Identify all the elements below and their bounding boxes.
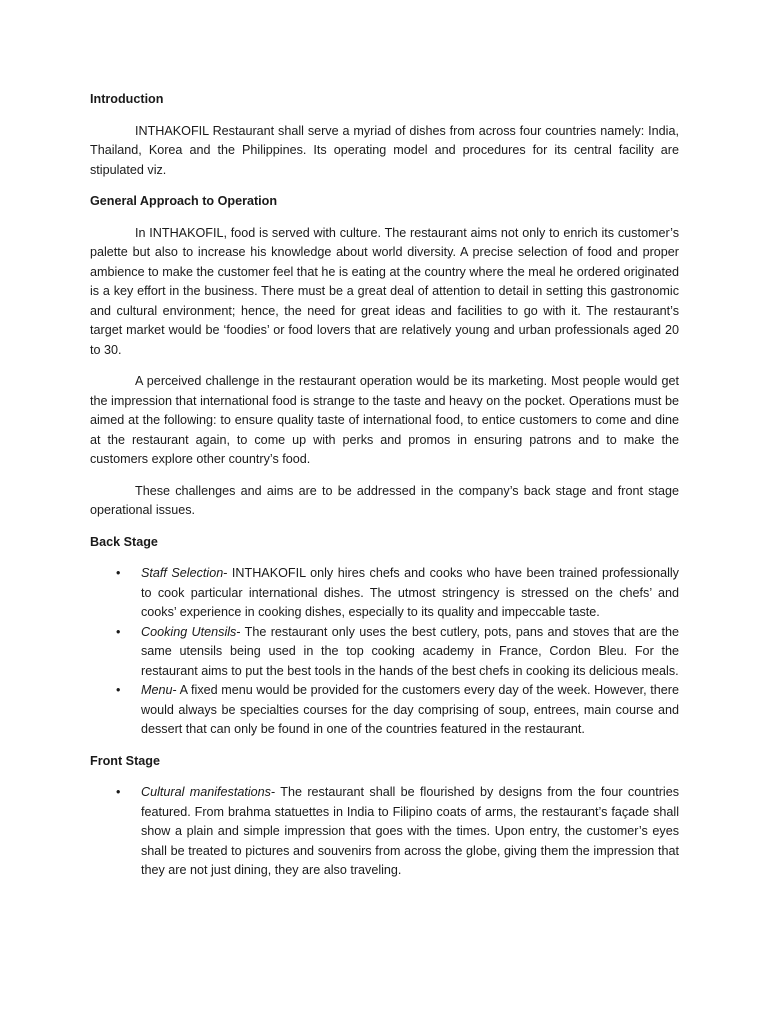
front-stage-heading: Front Stage (90, 753, 160, 768)
list-item-text: - The restaurant shall be flourished by designs from the four countries featured. From brahma statuettes in India to Filipino coats of arms, the restaurant’s façade shall show a plain and simple impression that goes with the times. Upon entry, the customer’s eyes shall be treated to pictures and souvenirs from across the globe, giving them the impression that they are not just dining, they are also traveling. (141, 785, 679, 877)
bullet-icon: • (116, 624, 121, 639)
list-item-text: - The restaurant only uses the best cutlery, pots, pans and stoves that are the same utensils being used in the top cooking academy in France, Cordon Bleu. For the restaurant aims to put the best tools in the hands of the best chefs in cooking its delicious meals. (141, 624, 680, 678)
bullet-icon: • (116, 566, 121, 580)
introduction-paragraph: INTHAKOFIL Restaurant shall serve a myriad of dishes from across four countries namely: India, Thailand, Korea and the Philippines. Its operating model and procedures for its central facility are stipulated viz. (90, 123, 679, 177)
list-item-term: Menu (141, 683, 173, 697)
general-approach-paragraph-3: These challenges and aims are to be addressed in the company’s back stage and front stage operational issues. (90, 483, 679, 517)
general-approach-paragraph-1: In INTHAKOFIL, food is served with culture. The restaurant aims not only to enrich its customer’s palette but also to increase his knowledge about world diversity. A precise selection of food and proper ambience to make the customer feel that he is eating at the country where the meal he ordered originated is a key effort in the business. There must be a great deal of attention to detail in setting this gastronomic and cultural environment; hence, the need for great ideas and facilities to go with it. The restaurant’s target market would be ‘foodies’ or food lovers that are relatively young and urban professionals aged 20 to 30. (90, 225, 679, 357)
general-approach-heading: General Approach to Operation (90, 194, 278, 208)
front-stage-list (90, 783, 679, 881)
list-item-term: Cooking Utensils (141, 624, 237, 639)
list-item-text: - A fixed menu would be provided for the customers every day of the week. However, there would always be specialties courses for the day comprising of soup, entrees, main course and dessert that can only be found in one of the countries featured in the restaurant. (141, 683, 679, 736)
list-item-term: Cultural manifestations (141, 785, 271, 799)
back-stage-heading: Back Stage (90, 534, 158, 549)
bullet-icon: • (116, 683, 121, 697)
list-item (90, 783, 679, 881)
list-item (90, 564, 679, 623)
introduction-heading: Introduction (90, 92, 164, 106)
general-approach-paragraph-2: A perceived challenge in the restaurant operation would be its marketing. Most people would get the impression that international food is strange to the taste and heavy on the pocket. Operations must be aimed at the following: to ensure quality taste of international food, to entice customers to come and dine at the restaurant again, to come up with perks and promos in ensuring patrons and to make the customers explore other country’s food. (90, 374, 679, 466)
back-stage-list (90, 564, 679, 740)
list-item-text: - INTHAKOFIL only hires chefs and cooks who have been trained professionally to cook particular international dishes. The utmost stringency is stressed on the chefs’ and cooks’ experience in cooking dishes, especially to its quality and impeccable taste. (141, 566, 679, 619)
list-item (90, 623, 679, 682)
list-item-term: Staff Selection (141, 566, 224, 580)
document-page (90, 90, 679, 893)
list-item (90, 681, 679, 740)
bullet-icon: • (116, 785, 121, 799)
